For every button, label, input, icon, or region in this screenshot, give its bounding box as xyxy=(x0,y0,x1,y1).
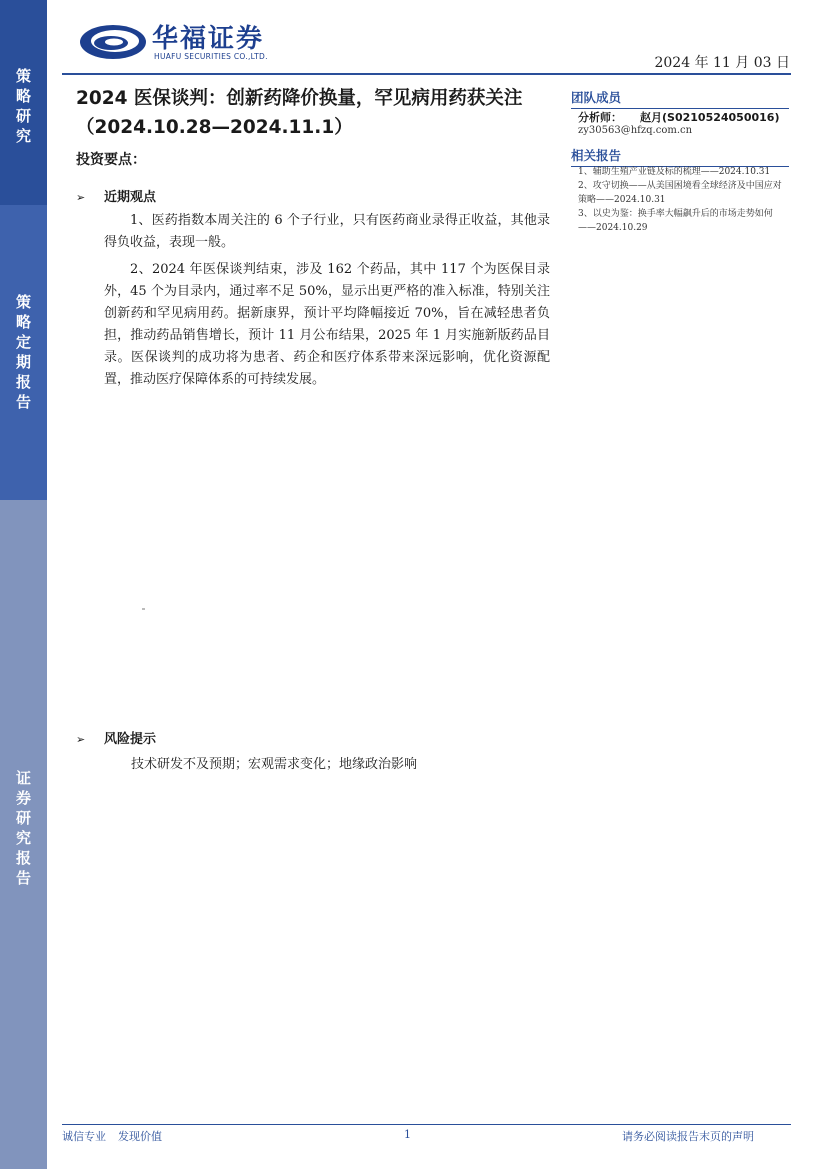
key-points-heading: 投资要点： xyxy=(76,152,146,168)
header-divider xyxy=(62,73,791,75)
related-reports-list xyxy=(578,165,790,235)
report-title: 2024 医保谈判：创新药降价换量，罕见病用药获关注（2024.10.28—2024.11.1） xyxy=(76,88,523,138)
related-report-item[interactable]: 3、以史为鉴：换手率大幅飙升后的市场走势如何——2024.10.29 xyxy=(578,209,773,233)
analyst-name: 赵月(S0210524050016) xyxy=(640,111,780,124)
arrow-bullet-icon: ➢ xyxy=(76,191,86,204)
left-sidebar-bar xyxy=(0,0,47,1169)
risk-section-heading xyxy=(76,728,156,747)
recent-view-paragraph-2: 2、2024 年医保谈判结束，涉及 162 个药品，其中 117 个为医保目录外，45 个为目录内，通过率不足 50%，显示出更严格的准入标准，特别关注创新药和罕见病用药。据新康界，预计平均降幅接近 70%，旨在减轻患者负担，推动药品销售增长，预计 11 月公布结果，2025 年 1 月实施新版药品目录。医保谈判的成功将为患者、药企和医疗体系带来深远影响，优化资源配置，推动医疗保障体系的可持续发展。 xyxy=(104,262,550,387)
related-report-item[interactable]: 1、辅助生殖产业链及标的梳理——2024.10.31 xyxy=(578,167,771,177)
analyst-label: 分析师： xyxy=(578,111,622,124)
logo-emblem-icon xyxy=(78,22,148,62)
recent-view-heading-text: 近期观点 xyxy=(104,190,157,205)
footer-slogan-1: 诚信专业 xyxy=(62,1130,106,1143)
related-reports-heading: 相关报告 xyxy=(571,146,789,167)
recent-view-section-heading xyxy=(76,186,156,205)
footer-slogan xyxy=(62,1128,162,1144)
arrow-bullet-icon: ➢ xyxy=(76,733,86,746)
team-members-heading: 团队成员 xyxy=(571,88,789,109)
risk-heading-text: 风险提示 xyxy=(104,732,157,747)
page-number: 1 xyxy=(404,1128,411,1141)
report-date: 2024 年 11 月 03 日 xyxy=(654,55,790,71)
recent-view-paragraph-1: 1、医药指数本周关注的 6 个子行业，只有医药商业录得正收益，其他录得负收益，表现一般。 xyxy=(104,213,550,250)
logo-english-name: HUAFU SECURITIES CO.,LTD. xyxy=(154,52,268,61)
footer-slogan-2: 发现价值 xyxy=(118,1130,162,1143)
logo-chinese-name: 华福证券 xyxy=(152,24,265,54)
footer-divider xyxy=(62,1124,791,1125)
analyst-line xyxy=(578,109,779,125)
sidebar-label-strategy-periodic-report: 策 略 定 期 报 告 xyxy=(15,293,31,411)
company-logo xyxy=(78,16,288,70)
footer-disclaimer-note: 请务必阅读报告末页的声明 xyxy=(622,1130,754,1143)
analyst-email[interactable]: zy30563@hfzq.com.cn xyxy=(578,125,693,136)
related-report-item[interactable]: 2、攻守切换——从美国困境看全球经济及中国应对策略——2024.10.31 xyxy=(578,181,782,205)
sidebar-label-securities-research-report: 证 券 研 究 报 告 xyxy=(15,769,31,887)
scan-artifact xyxy=(142,608,145,610)
sidebar-label-strategy-research: 策 略 研 究 xyxy=(15,67,31,145)
risk-text: 技术研发不及预期；宏观需求变化；地缘政治影响 xyxy=(131,757,418,772)
